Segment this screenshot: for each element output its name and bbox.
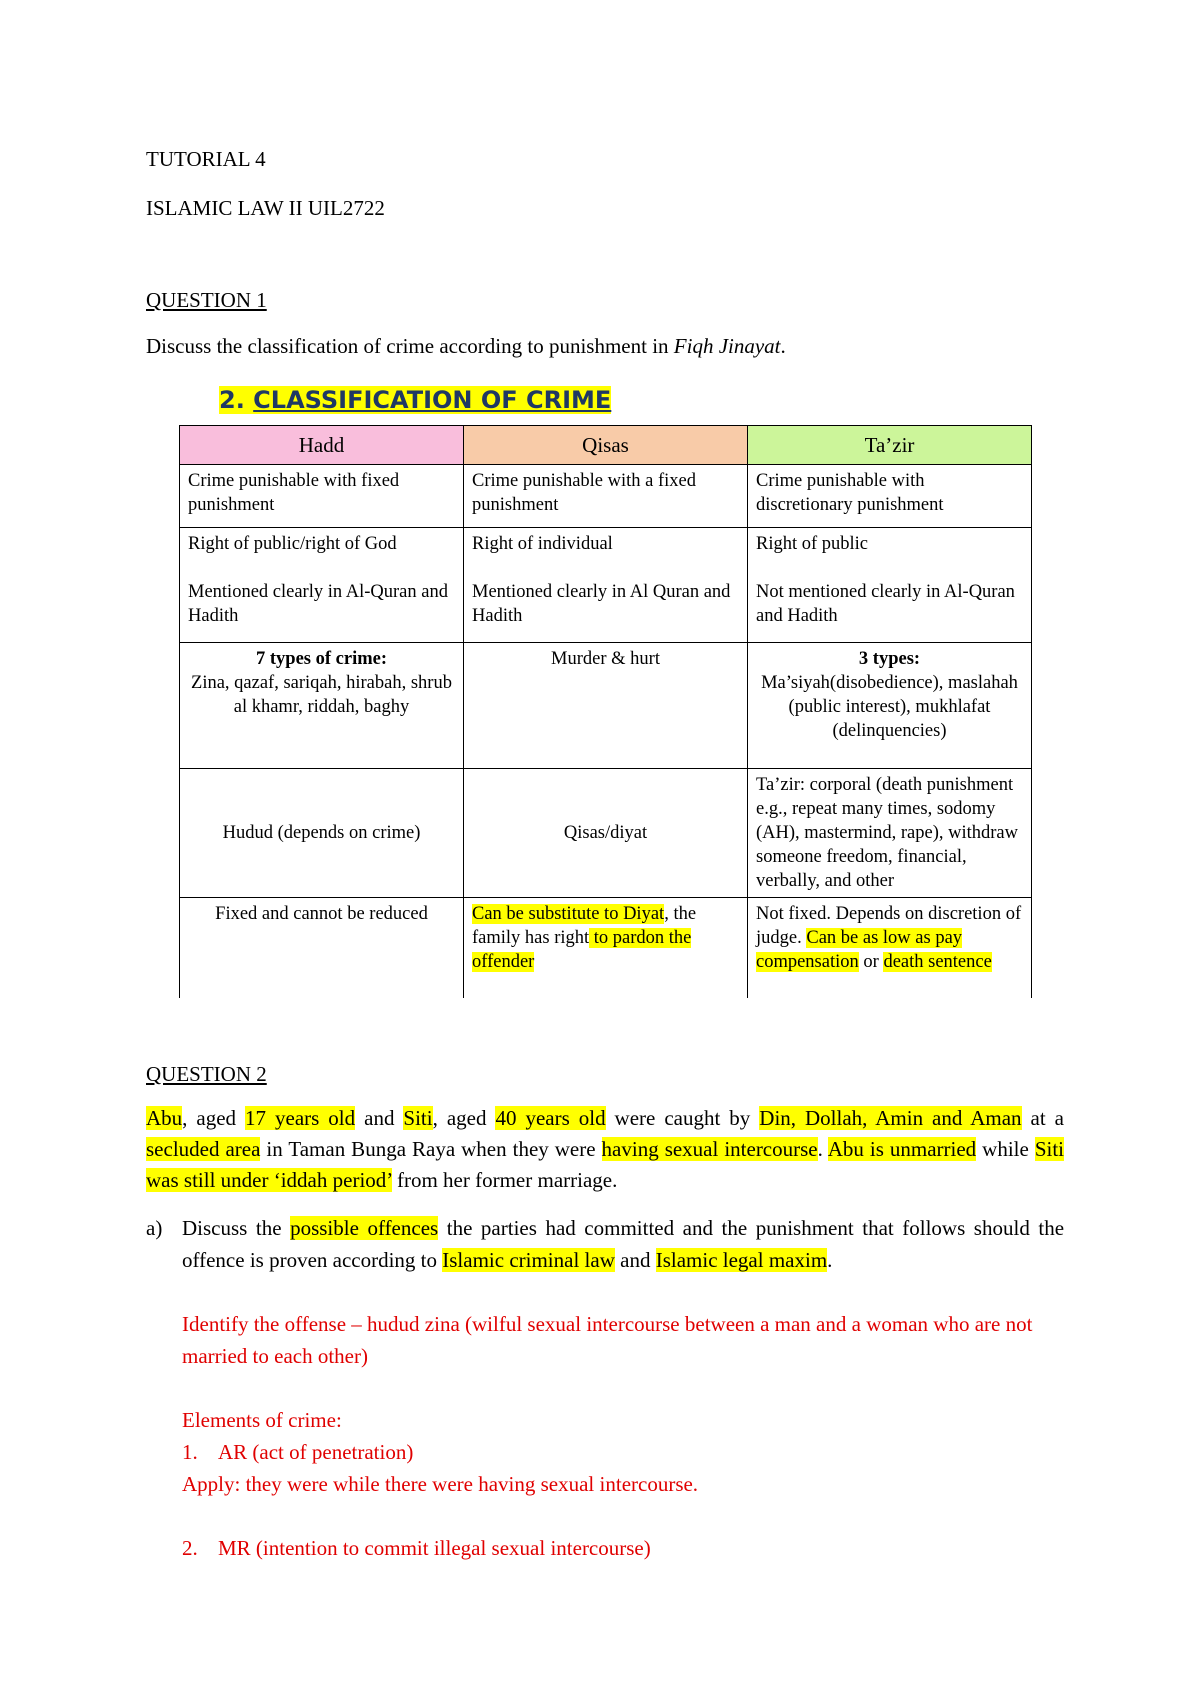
question1-heading: QUESTION 1 [146,288,267,312]
table-cell: Right of individual Mentioned clearly in Al Quran and Hadith [464,528,748,643]
classification-table [179,425,1032,998]
part-a-text [182,1212,1064,1276]
table-heading: 2. CLASSIFICATION OF CRIME [219,386,612,414]
highlighted-text: Islamic criminal law [442,1248,615,1272]
table-cell: Murder & hurt [464,643,748,769]
text-segment: from her former marriage. [391,1168,618,1192]
table-row [180,528,1032,643]
table-cell: Not fixed. Depends on discretion of judge. Can be as low as pay compensation or death sentence [748,898,1032,999]
highlighted-text: Siti was still under ‘iddah period’ [146,1137,1064,1192]
table-cell: Ta’zir: corporal (death punishment e.g., repeat many times, sodomy (AH), mastermind, rape), withdraw someone freedom, financial, verbally, and other [748,769,1032,898]
question2-part-a [146,1212,1064,1276]
text-segment: were caught by [605,1106,760,1130]
text-segment: the parties had committed and the punishment that follows should the offence is proven according to [182,1216,1065,1272]
highlighted-text: having sexual intercourse [601,1137,818,1161]
table-cell: Crime punishable with a fixed punishment [464,465,748,528]
answer-apply: Apply: they were while there were having sexual intercourse. [182,1472,699,1496]
text-segment: , aged [432,1106,496,1130]
highlighted-text: possible offences [290,1216,439,1240]
text-segment: while [976,1137,1035,1161]
col-header-qisas: Qisas [464,426,748,465]
question1-text: Discuss the classification of crime according to punishment in Fiqh Jinayat. [146,334,786,358]
question2-heading: QUESTION 2 [146,1062,267,1086]
table-cell: 3 types: Ma’siyah(disobedience), maslahah (public interest), mukhlafat (delinquencies) [748,643,1032,769]
highlighted-text: Siti [403,1106,433,1130]
table-header-row [180,426,1032,465]
text-segment: and [355,1106,404,1130]
highlighted-text: secluded area [146,1137,261,1161]
part-a-label: a) [146,1216,163,1240]
question2-scenario [146,1103,1064,1196]
col-header-hadd: Hadd [180,426,464,465]
text-segment: in Taman Bunga Raya when they were [260,1137,602,1161]
answer-element-1: 1. AR (act of penetration) [182,1440,414,1464]
doc-title: TUTORIAL 4 [146,147,266,171]
text-segment: Discuss the [182,1216,291,1240]
table-row [180,465,1032,528]
table-cell: Can be substitute to Diyat, the family has right to pardon the offender [464,898,748,999]
table-cell: 7 types of crime: Zina, qazaf, sariqah, hirabah, shrub al khamr, riddah, baghy [180,643,464,769]
answer-element-2: 2. MR (intention to commit illegal sexual intercourse) [182,1536,651,1560]
doc-subtitle: ISLAMIC LAW II UIL2722 [146,196,385,220]
col-header-tazir: Ta’zir [748,426,1032,465]
highlighted-text: Din, Dollah, Amin and Aman [759,1106,1022,1130]
table-row [180,769,1032,898]
table-cell: Hudud (depends on crime) [180,769,464,898]
table-cell: Qisas/diyat [464,769,748,898]
highlighted-text: Abu [146,1106,183,1130]
table-cell: Fixed and cannot be reduced [180,898,464,999]
text-segment: at a [1021,1106,1064,1130]
highlighted-text: Islamic legal maxim [655,1248,828,1272]
table-cell: Right of public Not mentioned clearly in Al-Quran and Hadith [748,528,1032,643]
table-cell: Crime punishable with fixed punishment [180,465,464,528]
highlighted-text: 17 years old [245,1106,356,1130]
text-segment: . [827,1248,833,1272]
table-row [180,643,1032,769]
answer-identify: Identify the offense – hudud zina (wilful sexual intercourse between a man and a woman who are not married to each other) [182,1312,1033,1368]
highlighted-text: Abu is unmarried [827,1137,977,1161]
table-cell: Crime punishable with discretionary punishment [748,465,1032,528]
table-row [180,898,1032,999]
text-segment: , aged [182,1106,246,1130]
highlighted-text: 40 years old [495,1106,606,1130]
answer-elements-heading: Elements of crime: [182,1408,342,1432]
text-segment: and [614,1248,656,1272]
text-segment: . [817,1137,828,1161]
table-cell: Right of public/right of God Mentioned clearly in Al-Quran and Hadith [180,528,464,643]
